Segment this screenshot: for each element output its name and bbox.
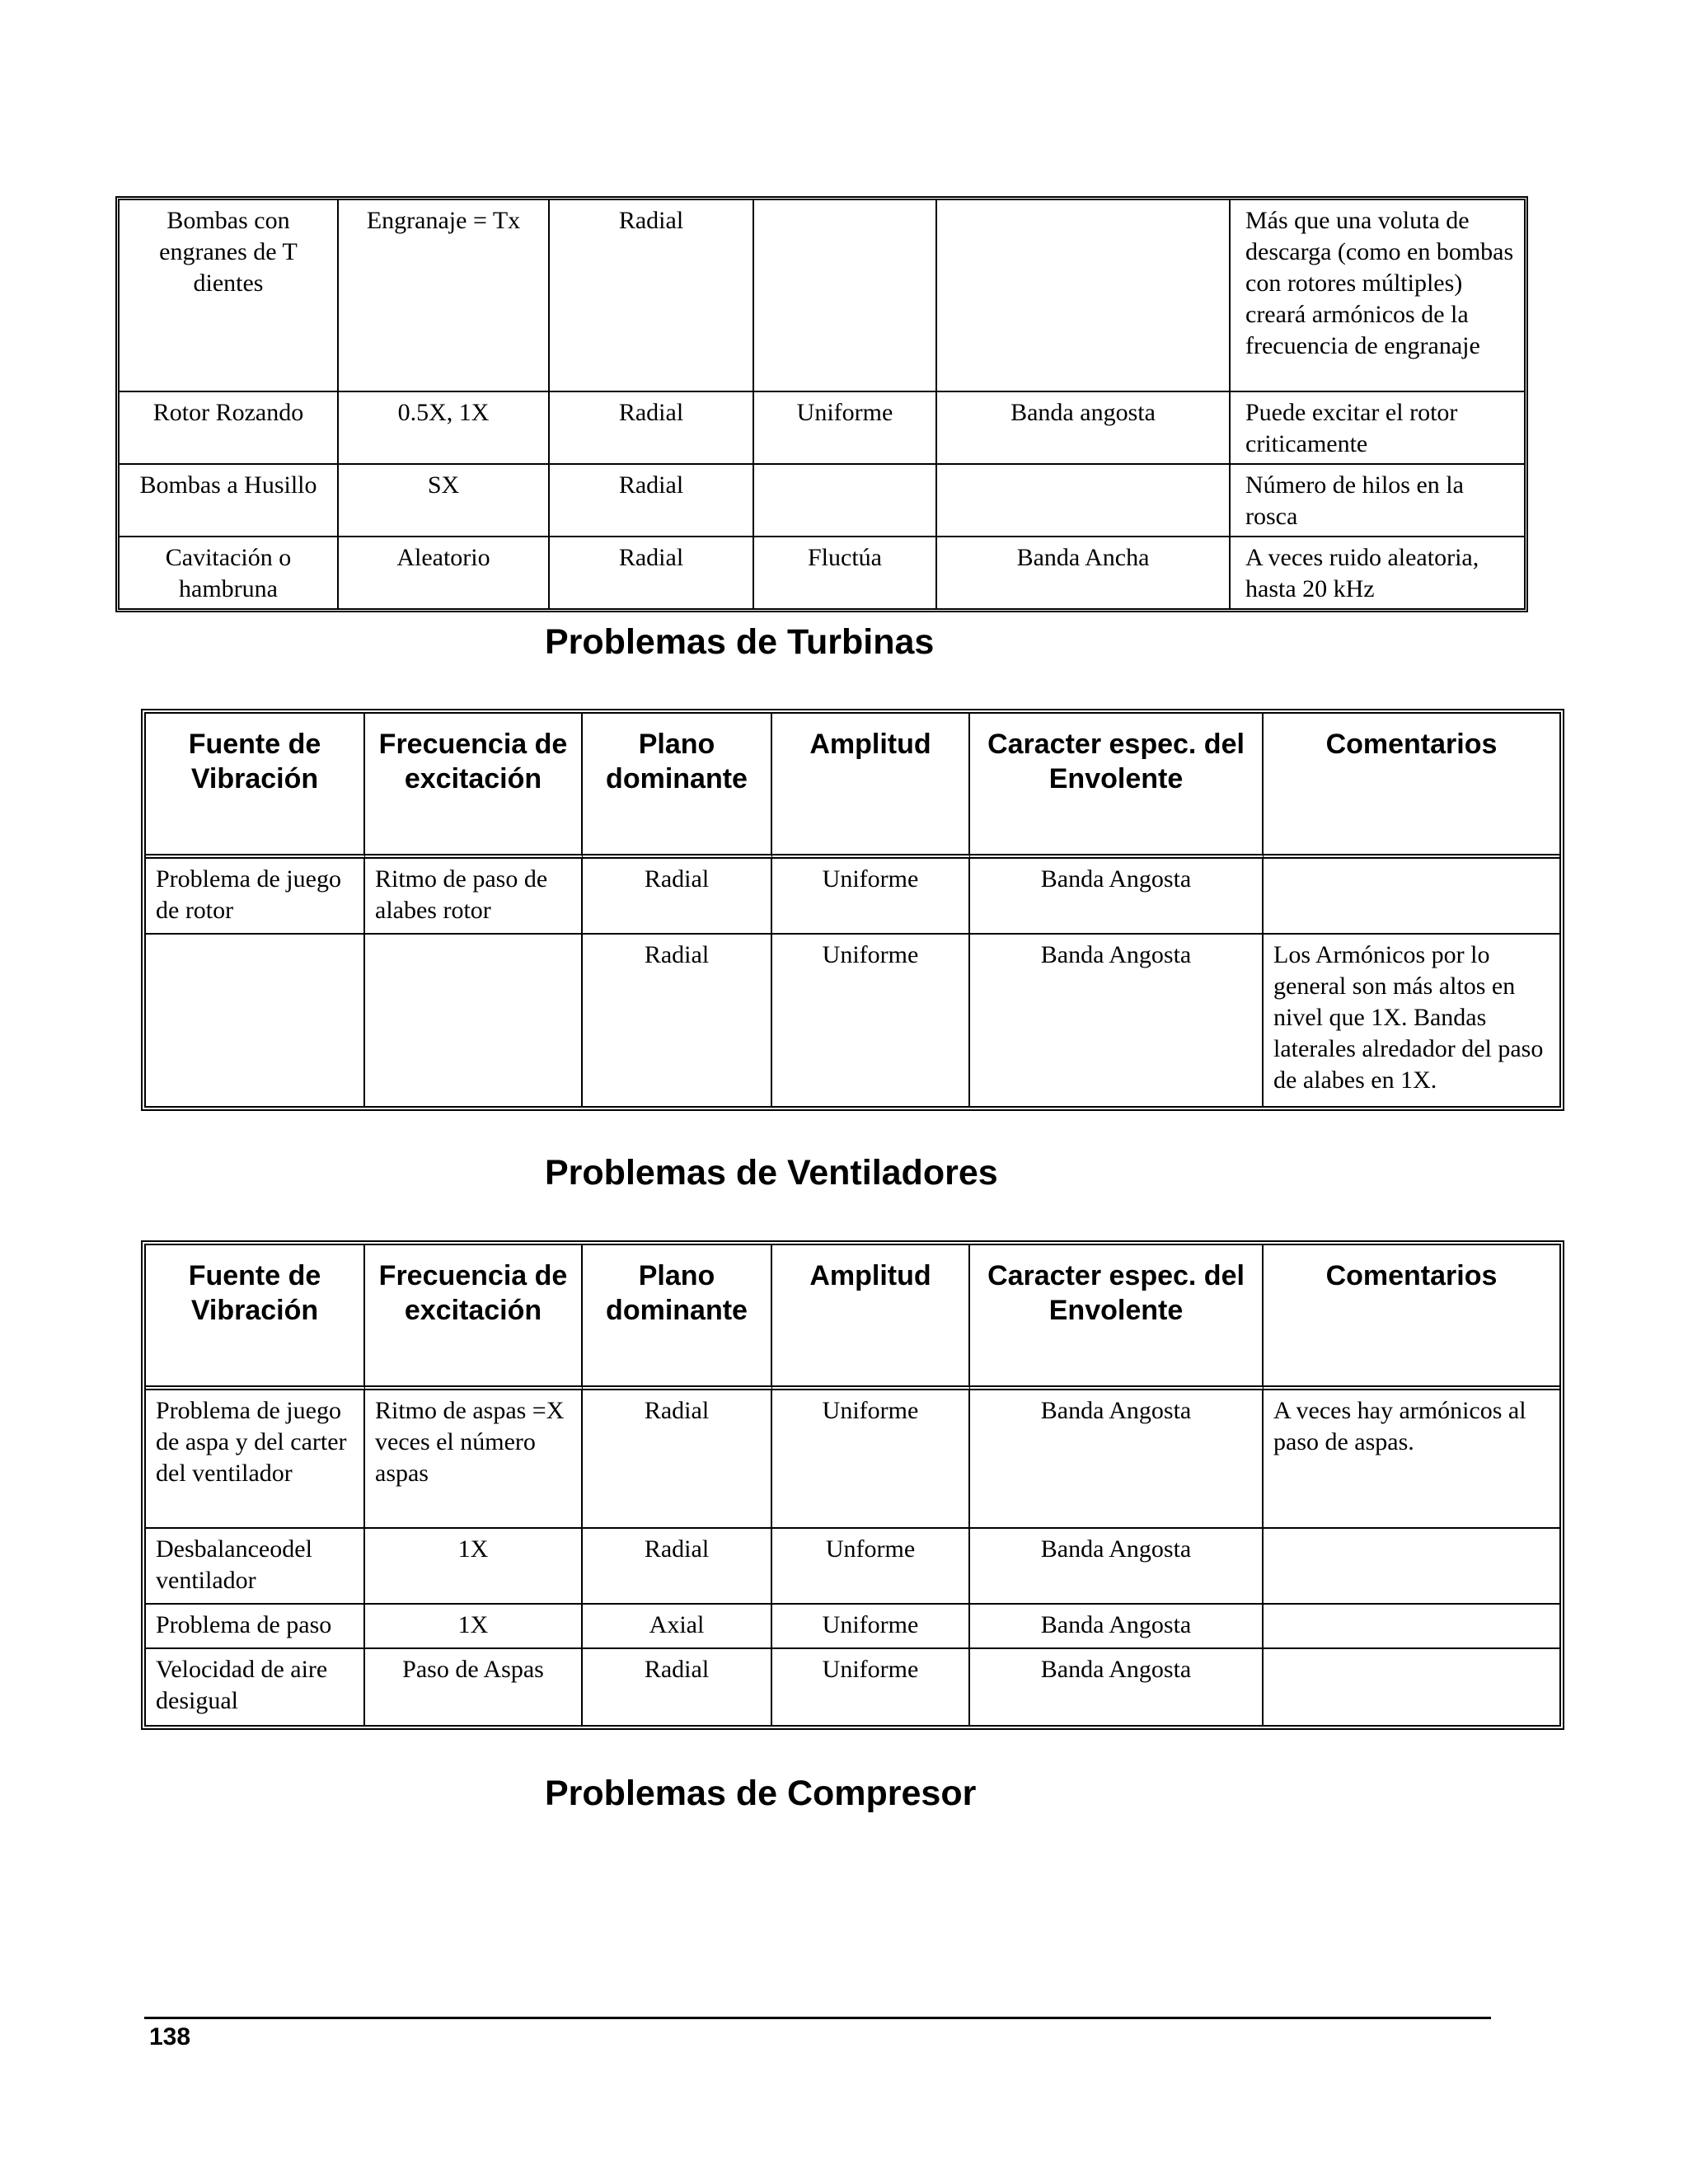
turbine-problems-table [141,709,1564,1111]
table-row [146,1390,1559,1529]
table-cell: Desbalanceodel ventilador [146,1529,365,1605]
table-cell [146,935,365,1106]
table-cell: Uniforme [772,1390,970,1529]
table-cell: 0.5X, 1X [339,392,550,465]
table-row [146,859,1559,935]
column-header: Fuente de Vibración [146,1245,365,1390]
column-header: Amplitud [772,1245,970,1390]
footer-divider [144,2017,1491,2019]
table-cell: Bombas a Husillo [120,465,339,537]
column-header: Frecuencia de excitación [365,714,583,859]
table-row [120,200,1524,392]
table-cell: SX [339,465,550,537]
table-cell: Ritmo de aspas =X veces el número aspas [365,1390,583,1529]
pump-problems-table-continued [115,196,1528,612]
table-cell [1264,1529,1559,1605]
table-cell: Banda Ancha [937,537,1231,608]
column-header: Comentarios [1264,714,1559,859]
section-title-compresor: Problemas de Compresor [545,1774,977,1813]
column-header: Frecuencia de excitación [365,1245,583,1390]
table-cell: Banda Angosta [970,1390,1264,1529]
table-cell: Radial [550,537,754,608]
table-cell: 1X [365,1529,583,1605]
table-cell: Radial [550,392,754,465]
table-cell: Unforme [772,1529,970,1605]
table-cell: Ritmo de paso de alabes rotor [365,859,583,935]
table-row [146,1649,1559,1725]
column-header: Caracter espec. del Envolente [970,714,1264,859]
column-header: Plano dominante [583,714,772,859]
table-row [146,935,1559,1106]
table-row [120,537,1524,608]
table-cell [937,465,1231,537]
table-row [146,1605,1559,1649]
table-cell: Puede excitar el rotor criticamente [1231,392,1524,465]
section-title-ventiladores: Problemas de Ventiladores [545,1153,998,1193]
table-header-row [146,1245,1559,1390]
table-cell: Banda Angosta [970,935,1264,1106]
table-cell: Radial [550,200,754,392]
table-cell: Bombas con engranes de T dientes [120,200,339,392]
table-cell: Radial [583,1529,772,1605]
table-cell: A veces hay armónicos al paso de aspas. [1264,1390,1559,1529]
table-cell: Aleatorio [339,537,550,608]
table-row [120,392,1524,465]
section-title-turbinas: Problemas de Turbinas [545,622,935,662]
table-cell: Problema de juego de rotor [146,859,365,935]
fan-problems-table [141,1240,1564,1730]
table-cell: Los Armónicos por lo general son más altos en nivel que 1X. Bandas laterales alredador del paso de alabes en 1X. [1273,941,1544,1094]
table-cell: Fluctúa [754,537,937,608]
table-cell: Radial [583,1649,772,1725]
table-cell: Uniforme [754,392,937,465]
table-cell: 1X [365,1605,583,1649]
table-cell: Número de hilos en la rosca [1231,465,1524,537]
column-header: Amplitud [772,714,970,859]
table-cell: Axial [583,1605,772,1649]
table-row [120,465,1524,537]
table-cell: Paso de Aspas [365,1649,583,1725]
table-cell [1264,1649,1559,1725]
column-header: Caracter espec. del Envolente [970,1245,1264,1390]
table-cell: Banda Angosta [970,1529,1264,1605]
table-cell [754,465,937,537]
table-cell: Problema de paso [146,1605,365,1649]
table-cell [754,200,937,392]
table-cell: Radial [583,1390,772,1529]
table-cell: Radial [550,465,754,537]
table-cell: Banda angosta [937,392,1231,465]
table-cell: Uniforme [772,859,970,935]
table-cell: Banda Angosta [970,1649,1264,1725]
table-cell: Engranaje = Tx [339,200,550,392]
column-header: Plano dominante [583,1245,772,1390]
table-cell [1264,1605,1559,1649]
table-cell [937,200,1231,392]
table-cell: Rotor Rozando [120,392,339,465]
table-cell: A veces ruido aleatoria, hasta 20 kHz [1245,544,1479,602]
table-row [146,1529,1559,1605]
table-cell [365,935,583,1106]
table-cell: Banda Angosta [970,859,1264,935]
table-cell [1264,859,1559,935]
table-cell: Problema de juego de aspa y del carter del ventilador [146,1390,365,1529]
column-header: Fuente de Vibración [146,714,365,859]
table-cell: Cavitación o hambruna [120,537,339,608]
table-header-row [146,714,1559,859]
table-cell: Banda Angosta [970,1605,1264,1649]
table-cell: Uniforme [772,1605,970,1649]
table-cell: Velocidad de aire desigual [146,1649,365,1725]
table-cell: Más que una voluta de descarga (como en bombas con rotores múltiples) creará armónicos de la frecuencia de engranaje [1231,200,1524,392]
table-cell: Uniforme [772,1649,970,1725]
page-number: 138 [149,2023,191,2050]
table-cell: Radial [583,935,772,1106]
table-cell: Uniforme [772,935,970,1106]
column-header: Comentarios [1264,1245,1559,1390]
table-cell: Radial [583,859,772,935]
